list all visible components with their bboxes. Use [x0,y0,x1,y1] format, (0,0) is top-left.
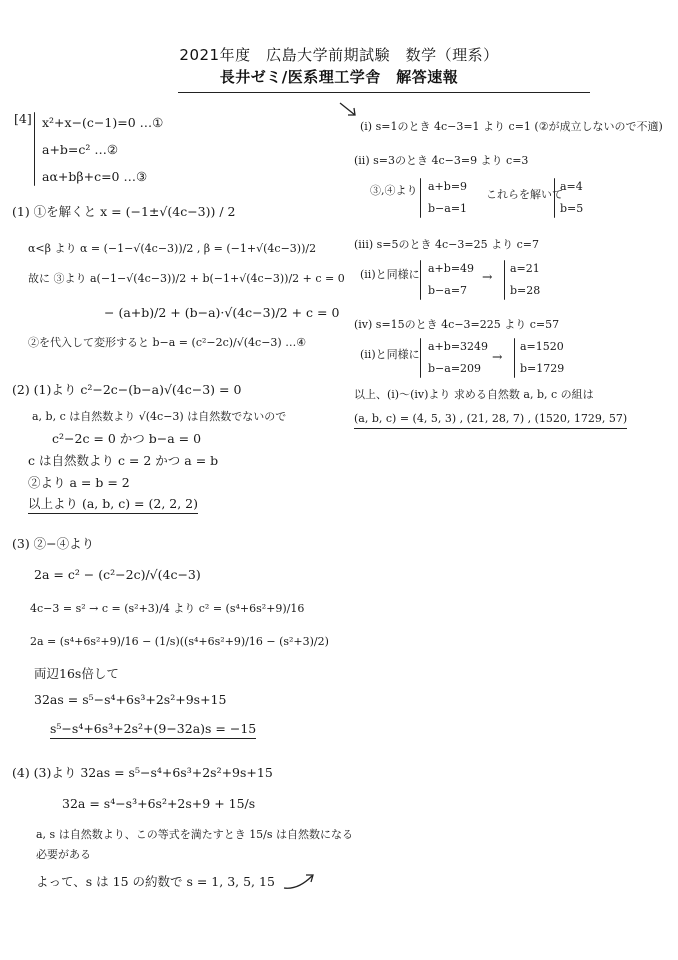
p2-line-3: c²−2c = 0 かつ b−a = 0 [52,431,202,446]
equation-2: a+b=c² …② [42,142,119,157]
continued-arrow-icon [338,100,360,120]
case-4-result-brace [514,338,515,378]
case-4-ref: (ii)と同様に [360,348,420,361]
p2-line-4: c は自然数より c = 2 かつ a = b [28,453,219,468]
case-4-eq2: b−a=209 [428,362,482,375]
conclusion-line-1: 以上、(i)〜(iv)より 求める自然数 a, b, c の組は [354,388,594,401]
p3-line-3: 4c−3 = s² → c = (s²+3)/4 より c² = (s⁴+6s²+9)/16 [30,602,305,615]
case-2-solve: これらを解いて [486,188,563,201]
p3-line-5: 両辺16s倍して [34,666,119,681]
case-3-eq2: b−a=7 [428,284,468,297]
p2-line-2: a, b, c は自然数より √(4c−3) は自然数でないので [32,410,287,423]
p1-line-5: ②を代入して変形すると b−a = (c²−2c)/√(4c−3) …④ [28,336,307,349]
p3-answer: s⁵−s⁴+6s³+2s²+(9−32a)s = −15 [50,720,256,739]
case-2-b: b=5 [560,202,584,215]
p4-line-4: 必要がある [36,848,91,861]
case-2-eq2: b−a=1 [428,202,468,215]
header-rule [178,92,590,93]
case-4-brace [420,338,421,378]
p3-line-1: (3) ②−④より [12,536,95,551]
case-4-b: b=1729 [520,362,565,375]
case-3-brace [420,260,421,300]
p2-line-5: ②より a = b = 2 [28,475,130,490]
continue-arrow-icon [282,870,318,892]
p1-line-2: α<β より α = (−1−√(4c−3))/2 , β = (−1+√(4c−3))/2 [28,242,317,255]
equation-3: aα+bβ+c=0 …③ [42,169,148,184]
case-3-arrow: → [482,269,493,284]
problem-number: [4] [14,111,32,126]
case-2-ref: ③,④より [370,184,418,197]
case-3-result-brace [504,260,505,300]
p2-answer: 以上より (a, b, c) = (2, 2, 2) [28,495,198,514]
case-4-eq1: a+b=3249 [428,340,489,353]
exam-title: 2021年度 広島大学前期試験 数学（理系） [179,46,499,64]
case-3-a: a=21 [510,262,540,275]
case-3-eq1: a+b=49 [428,262,475,275]
p1-line-4: − (a+b)/2 + (b−a)·√(4c−3)/2 + c = 0 [104,305,340,320]
p3-line-6: 32as = s⁵−s⁴+6s³+2s²+9s+15 [34,692,227,707]
p2-line-1: (2) (1)より c²−2c−(b−a)√(4c−3) = 0 [12,382,242,397]
p4-line-5: よって、s は 15 の約数で s = 1, 3, 5, 15 [36,874,275,889]
p3-line-4: 2a = (s⁴+6s²+9)/16 − (1/s)((s⁴+6s²+9)/16 − (s²+3)/2) [30,635,329,648]
case-3-header: (iii) s=5のとき 4c−3=25 より c=7 [354,238,539,251]
p1-line-1: (1) ①を解くと x = (−1±√(4c−3)) / 2 [12,204,236,219]
case-3-b: b=28 [510,284,541,297]
equation-1: x²+x−(c−1)=0 …① [42,115,164,130]
case-1: (i) s=1のとき 4c−3=1 より c=1 (②が成立しないので不適) [360,120,663,133]
document-header [0,44,678,88]
case-3-ref: (ii)と同様に [360,268,420,281]
publisher-title: 長井ゼミ/医系理工学舎 解答速報 [219,68,459,86]
case-2-brace [420,178,421,218]
case-2-eq1: a+b=9 [428,180,468,193]
case-4-header: (iv) s=15のとき 4c−3=225 より c=57 [354,318,560,331]
p3-line-2: 2a = c² − (c²−2c)/√(4c−3) [34,567,201,582]
p4-line-3: a, s は自然数より、この等式を満たすとき 15/s は自然数になる [36,828,354,841]
p4-line-2: 32a = s⁴−s³+6s²+2s+9 + 15/s [62,796,256,811]
p4-line-1: (4) (3)より 32as = s⁵−s⁴+6s³+2s²+9s+15 [12,765,273,780]
p1-line-3: 故に ③より a(−1−√(4c−3))/2 + b(−1+√(4c−3))/2 + c = 0 [28,272,345,285]
case-4-a: a=1520 [520,340,564,353]
conclusion-answer: (a, b, c) = (4, 5, 3) , (21, 28, 7) , (1520, 1729, 57) [354,410,627,429]
case-2-result-brace [554,178,555,218]
case-2-a: a=4 [560,180,583,193]
case-4-arrow: → [492,349,503,364]
system-brace [34,112,35,186]
case-2-header: (ii) s=3のとき 4c−3=9 より c=3 [354,154,529,167]
